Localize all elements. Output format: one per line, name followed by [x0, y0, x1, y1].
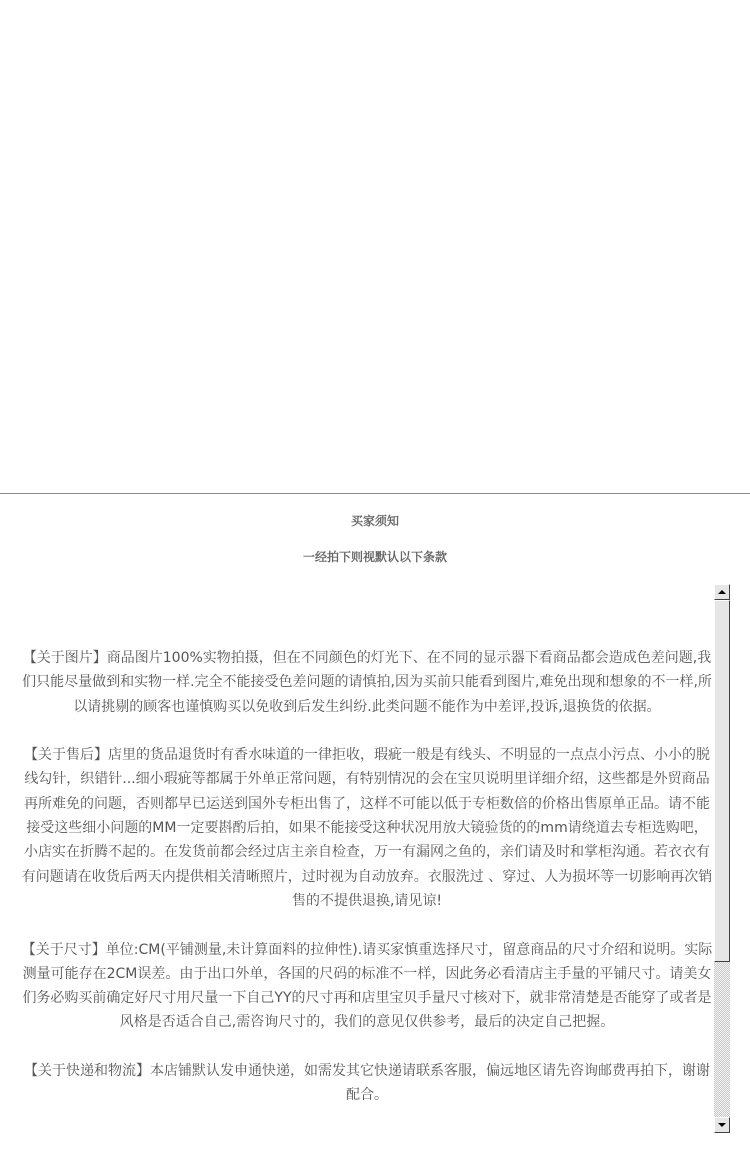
term-after-sales: 【关于售后】店里的货品退货时有香水味道的一律拒收，瑕疵一般是有线头、不明显的一点点小污点、小小的脱线勾针，织错针...细小瑕疵等都属于外单正常问题，有特别情况的会在宝贝说明里详细介绍，这些都是外贸商品再所难免的问题，否则都早已运送到国外专柜出售了，这样不可能以低于专柜数倍的价格出售原单正品。请不能接受这些细小问题的MM一定要斟酌后拍，如果不能接受这种状况用放大镜验货的的mm请绕道去专柜选购吧，小店实在折腾不起的。在发货前都会经过店主亲自检查，万一有漏网之鱼的，亲们请及时和掌柜沟通。若衣衣有有问题请在收货后两天内提供相关清晰照片，过时视为自动放弃。衣服洗过 、穿过、人为损坏等一切影响再次销售的不提供退换,请见谅! — [21, 747, 713, 909]
scrollbar-thumb[interactable] — [714, 600, 730, 962]
vertical-scrollbar[interactable] — [714, 584, 730, 1133]
term-next-partial: 【关于快递和物流】本店铺默认发申通快递，如需发其它快递请联系客服，偏远地区请先咨询邮费再拍下，谢谢配合。 — [24, 1063, 710, 1104]
scroll-down-button[interactable] — [714, 1117, 730, 1133]
notice-title: 买家须知 — [350, 514, 399, 528]
terms-content — [20, 646, 714, 1132]
term-pictures: 【关于图片】商品图片100%实物拍摄，但在不同颜色的灯光下、在不同的显示器下看商品都会造成色差问题,我们只能尽量做到和实物一样.完全不能接受色差问题的请慎拍,因为买前只能看到图片,难免出现和想象的不一样,所以请挑剔的顾客也谨慎购买以免收到后发生纠纷.此类问题不能作为中差评,投诉,退换货的依据。 — [22, 650, 712, 715]
notice-subtitle: 一经拍下则视默认以下条款 — [302, 550, 447, 564]
term-sizes: 【关于尺寸】单位:CM(平铺测量,未计算面料的拉伸性).请买家慎重选择尺寸，留意商品的尺寸介绍和说明。实际测量可能存在2CM误差。由于出口外单，各国的尺码的标准不一样，因此务必看清店主手量的平铺尺寸。请美女们务必购买前确定好尺寸用尺量一下自己YY的尺寸再和店里宝贝手量尺寸核对下，就非常清楚是否能穿了或者是风格是否适合自己,需咨询尺寸的，我们的意见仅供参考，最后的决定自己把握。 — [21, 941, 713, 1031]
triangle-down-icon — [718, 1123, 726, 1127]
image-area-blank — [0, 0, 750, 493]
triangle-up-icon — [718, 590, 726, 594]
scroll-up-button[interactable] — [714, 584, 730, 600]
section-divider — [0, 493, 750, 494]
terms-scroll-box[interactable] — [20, 584, 714, 1133]
